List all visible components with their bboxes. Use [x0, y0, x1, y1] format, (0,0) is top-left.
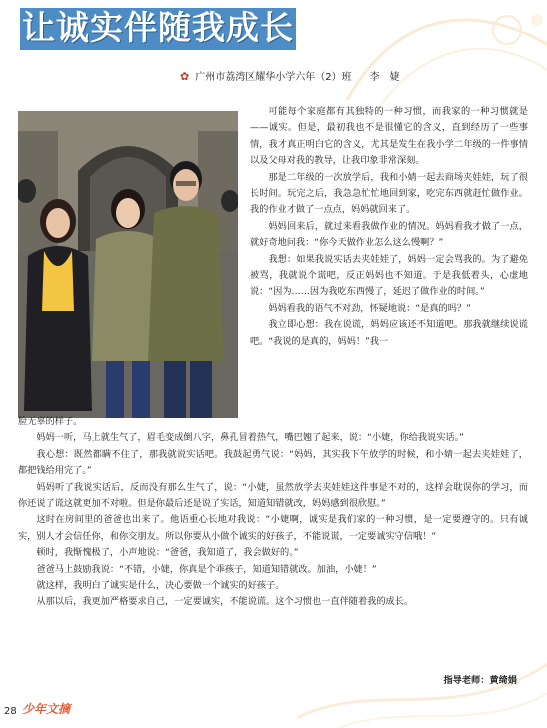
decorative-swirl [337, 0, 547, 120]
paragraph: 妈妈听了我说实话后，反而没有那么生气了，说：“小婕，虽然放学去夹娃娃这件事是不对的，这样会耽误你的学习，而你还说了谎这就更加不对啦。但是你最后还是说了实话，知道知错就改，妈妈感到很欣慰。” [18, 481, 528, 510]
right-column-text [250, 104, 528, 350]
paragraph: 可能每个家庭都有其独特的一种习惯，而我家的一种习惯就是——诚实。但是，最初我也不是很懂它的含义，直到经历了一些事情，我才真正明白它的含义，尤其是发生在我小学二年级的一件事情以及父母对我的教导，让我印象非常深刻。 [250, 106, 528, 167]
family-photo [18, 111, 238, 418]
byline [180, 70, 400, 85]
paragraph: 我想：如果我说实话去夹娃娃了，妈妈一定会骂我的。为了避免被骂，我就说个谎吧，反正妈妈也不知道。于是我低着头，心虚地说：“因为……因为我吃东西慢了，延迟了做作业的时间。” [250, 253, 528, 298]
paragraph: 那是二年级的一次放学后，我和小婧一起去商场夹娃娃，玩了很长时间。玩完之后，我急急忙忙地回到家，吃完东西就赶忙做作业。我的作业才做了一点点，妈妈就回来了。 [250, 171, 528, 216]
teacher-credit: 指导老师：黄绮娟 [443, 675, 517, 686]
paragraph: 脸无辜的样子。 [18, 416, 83, 427]
author-school: 广州市荔湾区耀华小学六年（2）班 [195, 72, 352, 83]
paragraph: 爸爸马上鼓励我说：“不错，小婕，你真是个乖孩子，知道知错就改。加油，小婕！” [36, 563, 377, 575]
page-number: 28 [4, 706, 17, 717]
paragraph: 顿时，我惭愧极了，小声地说：“爸爸，我知道了，我会做好的。” [36, 547, 299, 559]
magazine-logo: 少年文摘 [22, 702, 71, 716]
decorative-swirl [297, 618, 547, 728]
paragraph: 我心想：既然都瞒不住了，那我就说实话吧。我鼓起勇气说：“妈妈，其实我下午放学的时候，和小婧一起去夹娃娃了，都把钱给用完了。” [18, 448, 528, 477]
paragraph: 从那以后，我更加严格要求自己，一定要诚实，不能说谎。这个习惯也一直伴随着我的成长。 [36, 596, 414, 608]
paragraph: 我立即心想：我在说谎，妈妈应该还不知道吧。那我就继续说谎吧。“我说的是真的，妈妈！”我一 [250, 319, 528, 347]
paragraph: 这时在房间里的爸爸也出来了。他语重心长地对我说：“小婕啊，诚实是我们家的一种习惯，是一定要遵守的。只有诚实，别人才会信任你，和你交朋友。所以你要从小做个诚实的好孩子，不能说谎，一定要诚实守信哦！” [18, 514, 528, 542]
paragraph: 妈妈一听，马上就生气了，眉毛变成倒八字，鼻孔冒着热气，嘴巴翘了起来，说：“小婕，你给我说实话。” [36, 432, 464, 444]
full-width-text [18, 414, 528, 611]
flower-icon: ✿ [180, 70, 190, 83]
author-name: 李 婕 [369, 72, 400, 83]
paragraph: 妈妈看我的语气不对劲，怀疑地说：“是真的吗？” [268, 302, 471, 314]
paragraph: 妈妈回来后，就过来看我做作业的情况。妈妈看我才做了一点，就好奇地问我：“你今天做作业怎么这么慢啊？” [250, 220, 528, 249]
article-title: 让诚实伴随我成长 [22, 8, 294, 47]
paragraph: 就这样，我明白了诚实是什么，决心要做一个诚实的好孩子。 [36, 580, 285, 592]
